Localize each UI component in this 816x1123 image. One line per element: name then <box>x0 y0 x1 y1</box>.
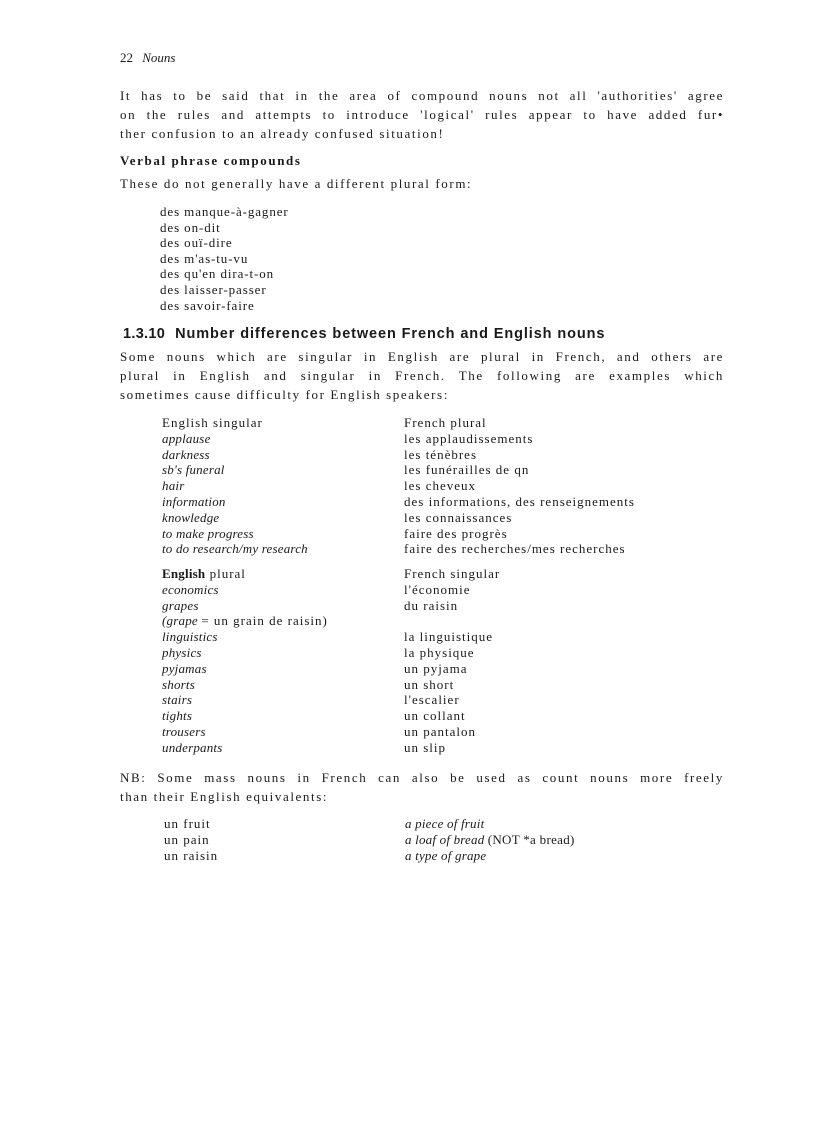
usage-note: (NOT *a bread) <box>487 831 575 847</box>
table-cell: les ténèbres <box>404 446 478 462</box>
chapter-title: Nouns <box>142 50 176 65</box>
french-column <box>404 566 500 756</box>
table-cell: la linguistique <box>404 629 494 645</box>
list-item: des manque-à-gagner <box>160 204 289 219</box>
table-cell: un pain <box>164 831 210 847</box>
list-item: des on-dit <box>160 219 221 235</box>
table-cell: un pantalon <box>404 723 477 739</box>
table-cell: economics <box>162 581 219 597</box>
table-cell: un slip <box>404 739 447 755</box>
verbal-phrase-list <box>160 204 289 313</box>
section-title: Number differences between French and English nouns <box>175 326 606 342</box>
table-cell: stairs <box>162 692 193 708</box>
nb-paragraph <box>120 768 724 806</box>
plural-singular-table <box>162 566 722 758</box>
table-cell <box>404 613 500 629</box>
verbal-phrase-heading: Verbal phrase compounds <box>120 153 302 168</box>
column-header: French plural <box>404 415 487 430</box>
paragraph-line: It has to be said that in the area of compound nouns not all 'authorities' agree <box>120 88 724 103</box>
singular-plural-table <box>162 415 722 559</box>
header-bold-word: English <box>162 566 206 581</box>
list-item: des savoir-faire <box>160 297 255 313</box>
table-cell: un raisin <box>164 847 219 863</box>
section-number: 1.3.10 <box>123 326 166 342</box>
table-cell: un short <box>404 676 455 692</box>
table-cell: trousers <box>162 723 206 739</box>
table-cell: la physique <box>404 644 475 660</box>
count-nouns-table <box>164 816 724 864</box>
table-cell: pyjamas <box>162 660 207 676</box>
table-cell <box>405 832 575 848</box>
column-header: French singular <box>404 566 501 581</box>
table-cell: grapes <box>162 597 199 613</box>
column-header <box>162 566 328 582</box>
list-item: des qu'en dira-t-on <box>160 266 275 282</box>
table-cell: applause <box>162 430 211 446</box>
table-cell: des informations, des renseignements <box>404 493 635 509</box>
table-cell: information <box>162 493 226 509</box>
table-cell: du raisin <box>404 597 459 613</box>
table-cell <box>162 613 328 629</box>
table-cell: tights <box>162 708 193 724</box>
paragraph-line: NB: Some mass nouns in French can also be used as count nouns more freely <box>120 770 724 785</box>
table-cell: l'économie <box>404 581 471 597</box>
table-cell: les connaissances <box>404 509 513 525</box>
table-cell: les cheveux <box>404 478 477 494</box>
header-rest: plural <box>209 566 246 581</box>
french-column <box>164 816 218 863</box>
english-column <box>162 415 308 557</box>
intro-paragraph <box>120 86 724 143</box>
paragraph-line: Some nouns which are singular in English are plural in French, and others are <box>120 349 724 364</box>
table-cell: underpants <box>162 739 223 755</box>
section-heading <box>123 326 605 342</box>
table-cell: faire des recherches/mes recherches <box>404 541 626 557</box>
english-column <box>405 816 575 863</box>
paragraph-line: than their English equivalents: <box>120 789 329 804</box>
verbal-phrase-text <box>120 174 724 193</box>
table-cell: l'escalier <box>404 692 460 708</box>
table-cell: knowledge <box>162 509 220 525</box>
paragraph-line: ther confusion to an already confused situation! <box>120 126 445 141</box>
english-column <box>162 566 328 756</box>
table-cell: physics <box>162 644 202 660</box>
table-cell: hair <box>162 478 185 494</box>
table-cell: un collant <box>404 708 466 724</box>
table-cell: linguistics <box>162 629 218 645</box>
table-cell: darkness <box>162 446 210 462</box>
table-cell: les applaudissements <box>404 430 534 446</box>
english-gloss: a piece of fruit <box>405 816 485 831</box>
table-cell: un fruit <box>164 816 211 831</box>
paragraph-line: plural in English and singular in French. The following are examples which <box>120 368 724 383</box>
table-cell: shorts <box>162 676 195 692</box>
paragraph-line: sometimes cause difficulty for English speakers: <box>120 387 449 402</box>
page-number: 22 <box>120 50 133 65</box>
cell-italic-part: (grape <box>162 613 198 629</box>
column-header: English singular <box>162 415 263 430</box>
paragraph-line: These do not generally have a different plural form: <box>120 176 473 191</box>
paragraph-line: on the rules and attempts to introduce 'logical' rules appear to have added fur• <box>120 107 724 122</box>
list-item: des m'as-tu-vu <box>160 250 249 266</box>
table-cell: sb's funeral <box>162 462 225 478</box>
cell-normal-part: = un grain de raisin) <box>201 613 328 629</box>
table-cell: un pyjama <box>404 660 468 676</box>
english-gloss: a loaf of bread <box>405 831 485 847</box>
running-head <box>120 50 175 66</box>
list-item: des laisser-passer <box>160 281 267 297</box>
table-cell <box>405 848 575 864</box>
french-column <box>404 415 635 557</box>
table-cell: faire des progrès <box>404 525 508 541</box>
list-item: des ouï-dire <box>160 235 233 251</box>
table-cell <box>405 816 575 832</box>
table-cell: to make progress <box>162 525 254 541</box>
table-cell: to do research/my research <box>162 541 308 557</box>
section-intro-paragraph <box>120 347 724 404</box>
table-cell: les funérailles de qn <box>404 462 530 478</box>
english-gloss: a type of grape <box>405 847 487 863</box>
